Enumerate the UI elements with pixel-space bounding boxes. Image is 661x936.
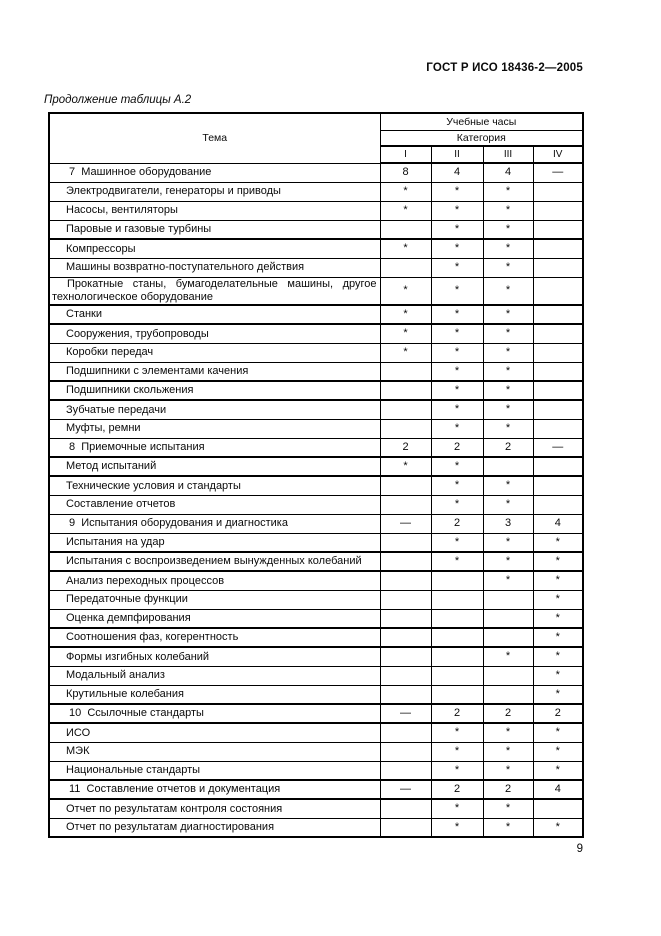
- value-cell: *: [431, 799, 483, 818]
- value-cell: 2: [431, 438, 483, 457]
- value-cell: *: [431, 201, 483, 220]
- table-row: [49, 201, 583, 220]
- topic-cell: ИСО: [49, 723, 380, 742]
- value-cell: *: [533, 685, 583, 704]
- value-cell: *: [483, 647, 533, 666]
- value-cell: *: [380, 201, 431, 220]
- value-cell: [533, 362, 583, 381]
- value-cell: *: [431, 742, 483, 761]
- value-cell: *: [380, 182, 431, 201]
- value-cell: [380, 609, 431, 628]
- value-cell: 4: [533, 514, 583, 533]
- value-cell: *: [431, 343, 483, 362]
- value-cell: *: [533, 742, 583, 761]
- value-cell: [431, 647, 483, 666]
- value-cell: [533, 476, 583, 495]
- column-header-hours: Учебные часы: [380, 113, 583, 130]
- value-cell: *: [483, 419, 533, 438]
- value-cell: —: [533, 163, 583, 182]
- topic-cell: Крутильные колебания: [49, 685, 380, 704]
- topic-cell: Технические условия и стандарты: [49, 476, 380, 495]
- value-cell: [380, 666, 431, 685]
- column-header-category: Категория: [380, 130, 583, 146]
- table-row: [49, 220, 583, 239]
- table-row: [49, 818, 583, 837]
- table-row: [49, 476, 583, 495]
- value-cell: —: [380, 780, 431, 799]
- page-number: 9: [576, 843, 583, 855]
- value-cell: *: [533, 552, 583, 571]
- value-cell: [533, 799, 583, 818]
- value-cell: *: [431, 476, 483, 495]
- value-cell: *: [483, 343, 533, 362]
- table-row: [49, 163, 583, 182]
- topic-cell: Машины возвратно-поступательного действия: [49, 258, 380, 277]
- value-cell: *: [483, 362, 533, 381]
- value-cell: *: [483, 324, 533, 343]
- value-cell: *: [483, 533, 533, 552]
- value-cell: *: [483, 400, 533, 419]
- value-cell: *: [483, 723, 533, 742]
- value-cell: *: [483, 742, 533, 761]
- topic-cell: Формы изгибных колебаний: [49, 647, 380, 666]
- topic-cell: Прокатные станы, бумагоделательные машины, другое технологическое оборудование: [49, 277, 380, 305]
- topic-cell: 10 Ссылочные стандарты: [49, 704, 380, 723]
- value-cell: 2: [533, 704, 583, 723]
- value-cell: 2: [483, 780, 533, 799]
- value-cell: 4: [533, 780, 583, 799]
- value-cell: [533, 201, 583, 220]
- value-cell: *: [380, 277, 431, 305]
- value-cell: [431, 571, 483, 590]
- table-row: [49, 799, 583, 818]
- value-cell: [533, 220, 583, 239]
- table-row: [49, 457, 583, 476]
- value-cell: [431, 666, 483, 685]
- value-cell: *: [533, 628, 583, 647]
- value-cell: *: [483, 182, 533, 201]
- value-cell: [380, 381, 431, 400]
- table-caption: Продолжение таблицы А.2: [44, 94, 192, 106]
- topic-cell: Станки: [49, 305, 380, 324]
- value-cell: 2: [431, 514, 483, 533]
- column-header-cat-i: I: [380, 146, 431, 163]
- value-cell: *: [533, 609, 583, 628]
- value-cell: *: [533, 533, 583, 552]
- value-cell: [380, 258, 431, 277]
- table-row: [49, 514, 583, 533]
- topic-cell: Оценка демпфирования: [49, 609, 380, 628]
- value-cell: 3: [483, 514, 533, 533]
- value-cell: 2: [483, 704, 533, 723]
- value-cell: *: [483, 552, 533, 571]
- value-cell: *: [431, 239, 483, 258]
- value-cell: *: [533, 571, 583, 590]
- table-row: [49, 761, 583, 780]
- value-cell: [533, 305, 583, 324]
- table-row: [49, 666, 583, 685]
- topic-cell: Модальный анализ: [49, 666, 380, 685]
- topic-cell: Национальные стандарты: [49, 761, 380, 780]
- value-cell: [533, 239, 583, 258]
- value-cell: [483, 609, 533, 628]
- topic-cell: Подшипники с элементами качения: [49, 362, 380, 381]
- value-cell: [380, 476, 431, 495]
- table-row: [49, 533, 583, 552]
- column-header-cat-ii: II: [431, 146, 483, 163]
- topic-cell: Сооружения, трубопроводы: [49, 324, 380, 343]
- value-cell: *: [483, 220, 533, 239]
- table-row: [49, 438, 583, 457]
- topic-cell: Метод испытаний: [49, 457, 380, 476]
- value-cell: [533, 343, 583, 362]
- value-cell: [380, 552, 431, 571]
- value-cell: [483, 457, 533, 476]
- value-cell: [380, 685, 431, 704]
- value-cell: [533, 324, 583, 343]
- topic-cell: Коробки передач: [49, 343, 380, 362]
- value-cell: *: [431, 324, 483, 343]
- table-row: [49, 362, 583, 381]
- value-cell: —: [380, 704, 431, 723]
- value-cell: 4: [483, 163, 533, 182]
- value-cell: *: [483, 476, 533, 495]
- column-header-cat-iv: IV: [533, 146, 583, 163]
- value-cell: [380, 495, 431, 514]
- value-cell: *: [431, 362, 483, 381]
- table-row: [49, 324, 583, 343]
- value-cell: *: [431, 761, 483, 780]
- table-row: [49, 571, 583, 590]
- value-cell: *: [431, 818, 483, 837]
- value-cell: *: [431, 533, 483, 552]
- table-row: [49, 381, 583, 400]
- topic-cell: Компрессоры: [49, 239, 380, 258]
- topic-cell: Передаточные функции: [49, 590, 380, 609]
- value-cell: [380, 400, 431, 419]
- value-cell: 2: [431, 704, 483, 723]
- value-cell: [380, 571, 431, 590]
- value-cell: *: [380, 305, 431, 324]
- value-cell: *: [431, 552, 483, 571]
- value-cell: [380, 723, 431, 742]
- table-row: [49, 609, 583, 628]
- topic-cell: 7 Машинное оборудование: [49, 163, 380, 182]
- table-row: [49, 590, 583, 609]
- value-cell: *: [483, 799, 533, 818]
- value-cell: 8: [380, 163, 431, 182]
- value-cell: 2: [483, 438, 533, 457]
- value-cell: *: [533, 818, 583, 837]
- value-cell: *: [533, 666, 583, 685]
- table-row: [49, 343, 583, 362]
- value-cell: [533, 277, 583, 305]
- topic-cell: Анализ переходных процессов: [49, 571, 380, 590]
- value-cell: [380, 220, 431, 239]
- value-cell: [483, 590, 533, 609]
- value-cell: [380, 761, 431, 780]
- value-cell: *: [380, 239, 431, 258]
- table-row: [49, 723, 583, 742]
- value-cell: [483, 628, 533, 647]
- value-cell: *: [431, 305, 483, 324]
- value-cell: *: [431, 258, 483, 277]
- column-header-cat-iii: III: [483, 146, 533, 163]
- value-cell: *: [533, 590, 583, 609]
- topic-cell: 8 Приемочные испытания: [49, 438, 380, 457]
- value-cell: *: [380, 457, 431, 476]
- table-row: [49, 258, 583, 277]
- topic-cell: Паровые и газовые турбины: [49, 220, 380, 239]
- value-cell: *: [431, 723, 483, 742]
- value-cell: *: [483, 381, 533, 400]
- value-cell: *: [380, 343, 431, 362]
- table-row: [49, 239, 583, 258]
- value-cell: [533, 419, 583, 438]
- value-cell: *: [431, 457, 483, 476]
- value-cell: [380, 818, 431, 837]
- table-row: [49, 552, 583, 571]
- topic-cell: Подшипники скольжения: [49, 381, 380, 400]
- column-header-topic: Тема: [49, 113, 380, 163]
- value-cell: *: [431, 220, 483, 239]
- value-cell: [380, 742, 431, 761]
- value-cell: *: [483, 201, 533, 220]
- value-cell: *: [483, 258, 533, 277]
- table-row: [49, 419, 583, 438]
- topic-cell: Испытания с воспроизведением вынужденных колебаний: [49, 552, 380, 571]
- training-hours-table: [48, 112, 584, 838]
- table-row: [49, 647, 583, 666]
- value-cell: *: [431, 495, 483, 514]
- value-cell: [533, 457, 583, 476]
- topic-cell: Отчет по результатам контроля состояния: [49, 799, 380, 818]
- value-cell: *: [483, 761, 533, 780]
- value-cell: 4: [431, 163, 483, 182]
- value-cell: 2: [380, 438, 431, 457]
- value-cell: *: [483, 305, 533, 324]
- value-cell: *: [431, 400, 483, 419]
- value-cell: [431, 685, 483, 704]
- value-cell: [533, 400, 583, 419]
- topic-cell: МЭК: [49, 742, 380, 761]
- topic-cell: Отчет по результатам диагностирования: [49, 818, 380, 837]
- value-cell: *: [483, 571, 533, 590]
- table-row: [49, 400, 583, 419]
- value-cell: —: [380, 514, 431, 533]
- topic-cell: 11 Составление отчетов и документация: [49, 780, 380, 799]
- value-cell: *: [431, 381, 483, 400]
- value-cell: *: [483, 239, 533, 258]
- value-cell: *: [483, 495, 533, 514]
- table-header: [49, 113, 583, 163]
- table-row: [49, 780, 583, 799]
- table-row: [49, 277, 583, 305]
- table-row: [49, 182, 583, 201]
- value-cell: —: [533, 438, 583, 457]
- table-row: [49, 685, 583, 704]
- value-cell: [380, 362, 431, 381]
- value-cell: *: [431, 182, 483, 201]
- table-body: [49, 163, 583, 837]
- value-cell: [431, 628, 483, 647]
- value-cell: 2: [431, 780, 483, 799]
- value-cell: [380, 419, 431, 438]
- value-cell: [533, 495, 583, 514]
- topic-cell: Соотношения фаз, когерентность: [49, 628, 380, 647]
- topic-cell: Муфты, ремни: [49, 419, 380, 438]
- value-cell: *: [431, 419, 483, 438]
- value-cell: [533, 182, 583, 201]
- value-cell: [533, 258, 583, 277]
- value-cell: [431, 590, 483, 609]
- value-cell: [380, 533, 431, 552]
- value-cell: *: [483, 818, 533, 837]
- topic-cell: Электродвигатели, генераторы и приводы: [49, 182, 380, 201]
- table-row: [49, 305, 583, 324]
- value-cell: [380, 647, 431, 666]
- doc-number: ГОСТ Р ИСО 18436-2—2005: [426, 62, 583, 74]
- topic-cell: Зубчатые передачи: [49, 400, 380, 419]
- value-cell: *: [483, 277, 533, 305]
- topic-cell: Насосы, вентиляторы: [49, 201, 380, 220]
- table-row: [49, 742, 583, 761]
- value-cell: [431, 609, 483, 628]
- topic-cell: Составление отчетов: [49, 495, 380, 514]
- value-cell: [380, 628, 431, 647]
- value-cell: [483, 666, 533, 685]
- topic-cell: 9 Испытания оборудования и диагностика: [49, 514, 380, 533]
- value-cell: [380, 799, 431, 818]
- value-cell: *: [380, 324, 431, 343]
- table-row: [49, 628, 583, 647]
- value-cell: *: [533, 647, 583, 666]
- value-cell: [483, 685, 533, 704]
- table-row: [49, 495, 583, 514]
- value-cell: [533, 381, 583, 400]
- value-cell: *: [533, 723, 583, 742]
- value-cell: *: [431, 277, 483, 305]
- table-row: [49, 704, 583, 723]
- value-cell: [380, 590, 431, 609]
- topic-cell: Испытания на удар: [49, 533, 380, 552]
- value-cell: *: [533, 761, 583, 780]
